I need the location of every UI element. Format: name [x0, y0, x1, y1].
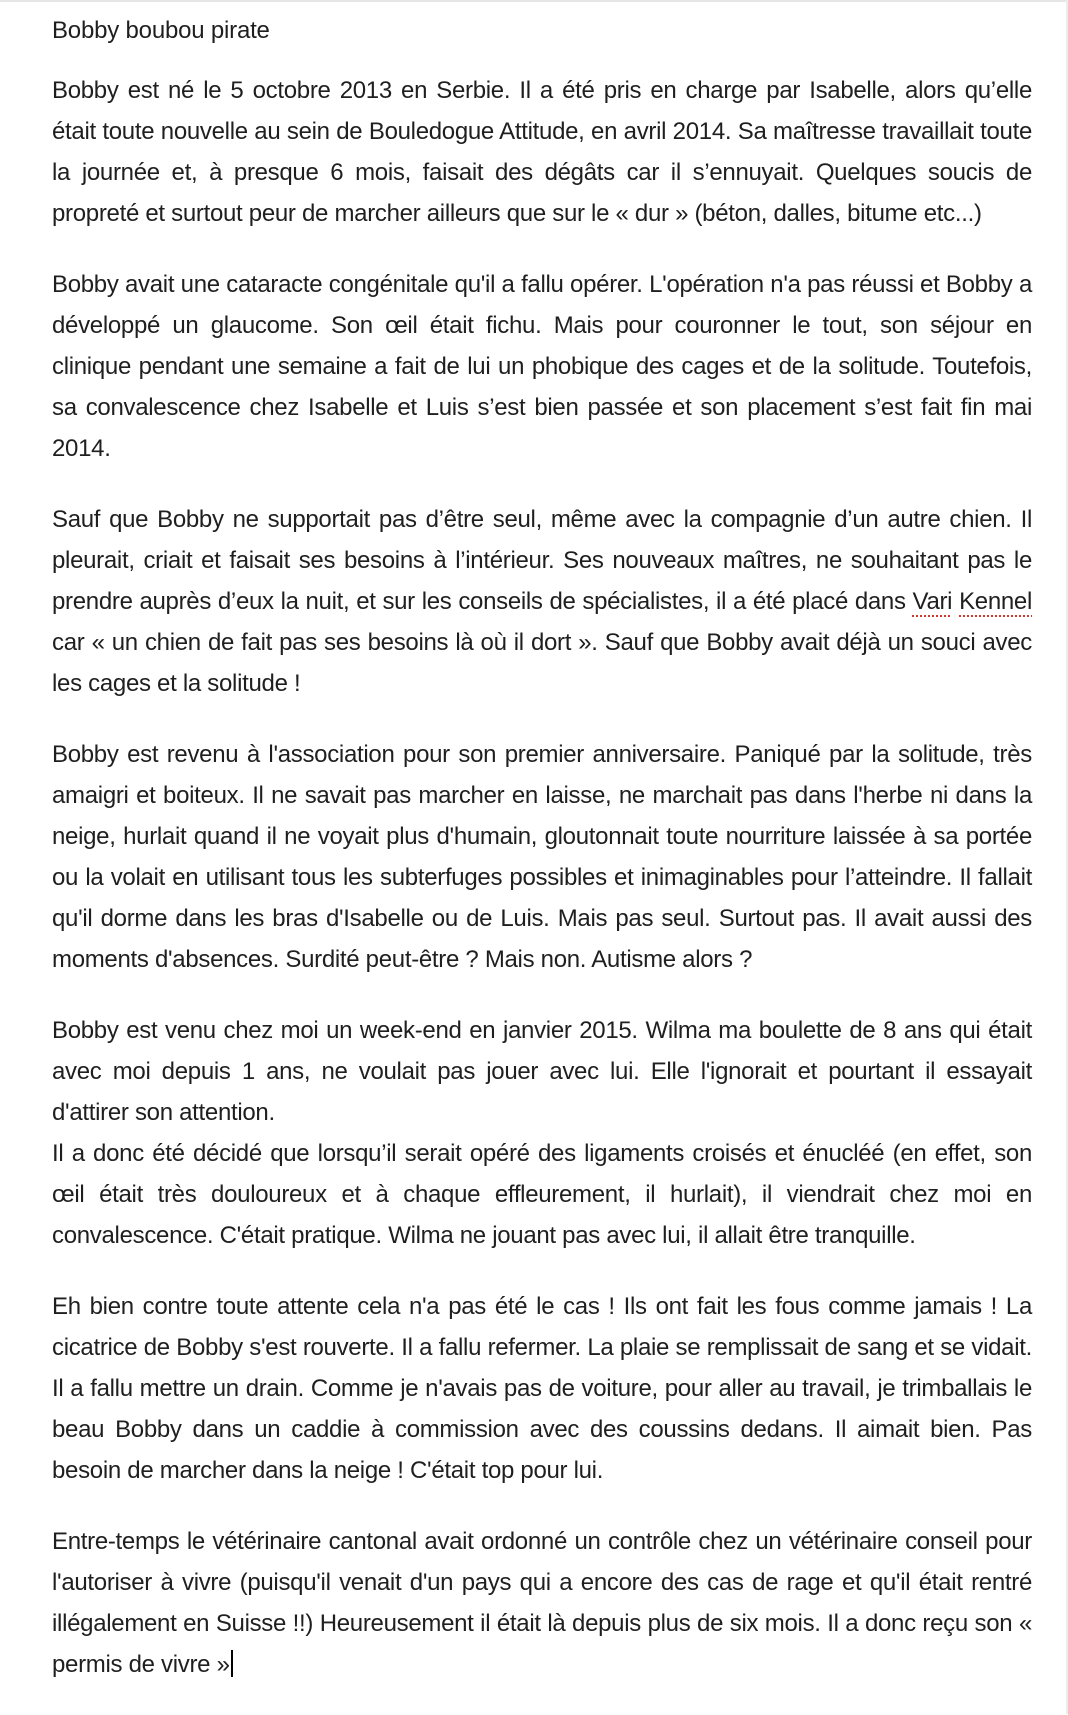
document-title[interactable]: Bobby boubou pirate — [52, 17, 270, 44]
paragraph-7-text: Entre-temps le vétérinaire cantonal avait ordonné un contrôle chez un vétérinaire conseil pour l'autoriser à vivre (puisqu'il venait d'un pays qui a encore des cas de rage et qu'il était rentré illégalement en Suisse !!) Heureusement il était là depuis plus de six mois. Il a donc reçu son « permis de vivre » — [52, 1528, 1032, 1678]
paragraph-3-text-start: Sauf que Bobby ne supportait pas d’être seul, même avec la compagnie d’un autre chien. Il pleurait, criait et faisait ses besoins à l’intérieur. Ses nouveaux maîtres, ne souhaitant pas le prendre auprès d’eux la nuit, et sur les conseils de spécialistes, il a été placé dans — [52, 506, 1032, 615]
paragraph-3[interactable] — [52, 499, 1032, 704]
page-top-border — [0, 0, 1068, 2]
paragraph-7[interactable] — [52, 1521, 1032, 1685]
paragraph-2[interactable]: Bobby avait une cataracte congénitale qu'il a fallu opérer. L'opération n'a pas réussi et Bobby a développé un glaucome. Son œil était fichu. Mais pour couronner le tout, son séjour en clinique pendant une semaine a fait de lui un phobique des cages et de la solitude. Toutefois, sa convalescence chez Isabelle et Luis s’est bien passée et son placement s’est fait fin mai 2014. — [52, 271, 1032, 462]
spellcheck-word-kennel[interactable]: Kennel — [959, 588, 1032, 615]
paragraph-4[interactable]: Bobby est revenu à l'association pour son premier anniversaire. Paniqué par la solitude, très amaigri et boiteux. Il ne savait pas marcher en laisse, ne marchait pas dans l'herbe ni dans la neige, hurlait quand il ne voyait plus d'humain, gloutonnait toute nourriture laissée à sa portée ou la volait en utilisant tous les subterfuges possibles et inimaginables pour l’atteindre. Il fallait qu'il dorme dans les bras d'Isabelle ou de Luis. Mais pas seul. Surtout pas. Il avait aussi des moments d'absences. Surdité peut-être ? Mais non. Autisme alors ? — [52, 741, 1032, 973]
text-cursor — [231, 1650, 233, 1677]
paragraph-1[interactable]: Bobby est né le 5 octobre 2013 en Serbie. Il a été pris en charge par Isabelle, alors qu’elle était toute nouvelle au sein de Bouledogue Attitude, en avril 2014. Sa maîtresse travaillait toute la journée et, à presque 6 mois, faisait des dégâts car il s’ennuyait. Quelques soucis de propreté et surtout peur de marcher ailleurs que sur le « dur » (béton, dalles, bitume etc...) — [52, 77, 1032, 227]
paragraph-6[interactable]: Eh bien contre toute attente cela n'a pas été le cas ! Ils ont fait les fous comme jamais ! La cicatrice de Bobby s'est rouverte. Il a fallu refermer. La plaie se remplissait de sang et se vidait. Il a fallu mettre un drain. Comme je n'avais pas de voiture, pour aller au travail, je trimballais le beau Bobby dans un caddie à commission avec des coussins dedans. Il aimait bien. Pas besoin de marcher dans la neige ! C'était top pour lui. — [52, 1293, 1032, 1484]
paragraph-5b[interactable]: Il a donc été décidé que lorsqu’il serait opéré des ligaments croisés et énucléé (en effet, son œil était très douloureux et à chaque effleurement, il hurlait), il viendrait chez moi en convalescence. C'était pratique. Wilma ne jouant pas avec lui, il allait être tranquille. — [52, 1140, 1032, 1249]
spellcheck-word-vari[interactable]: Vari — [912, 588, 953, 615]
paragraph-3-text-end: car « un chien de fait pas ses besoins là où il dort ». Sauf que Bobby avait déjà un souci avec les cages et la solitude ! — [52, 629, 1032, 697]
paragraph-5a[interactable]: Bobby est venu chez moi un week-end en janvier 2015. Wilma ma boulette de 8 ans qui était avec moi depuis 1 ans, ne voulait pas jouer avec lui. Elle l'ignorait et pourtant il essayait d'attirer son attention. — [52, 1017, 1032, 1126]
document-body[interactable] — [52, 12, 1032, 1715]
